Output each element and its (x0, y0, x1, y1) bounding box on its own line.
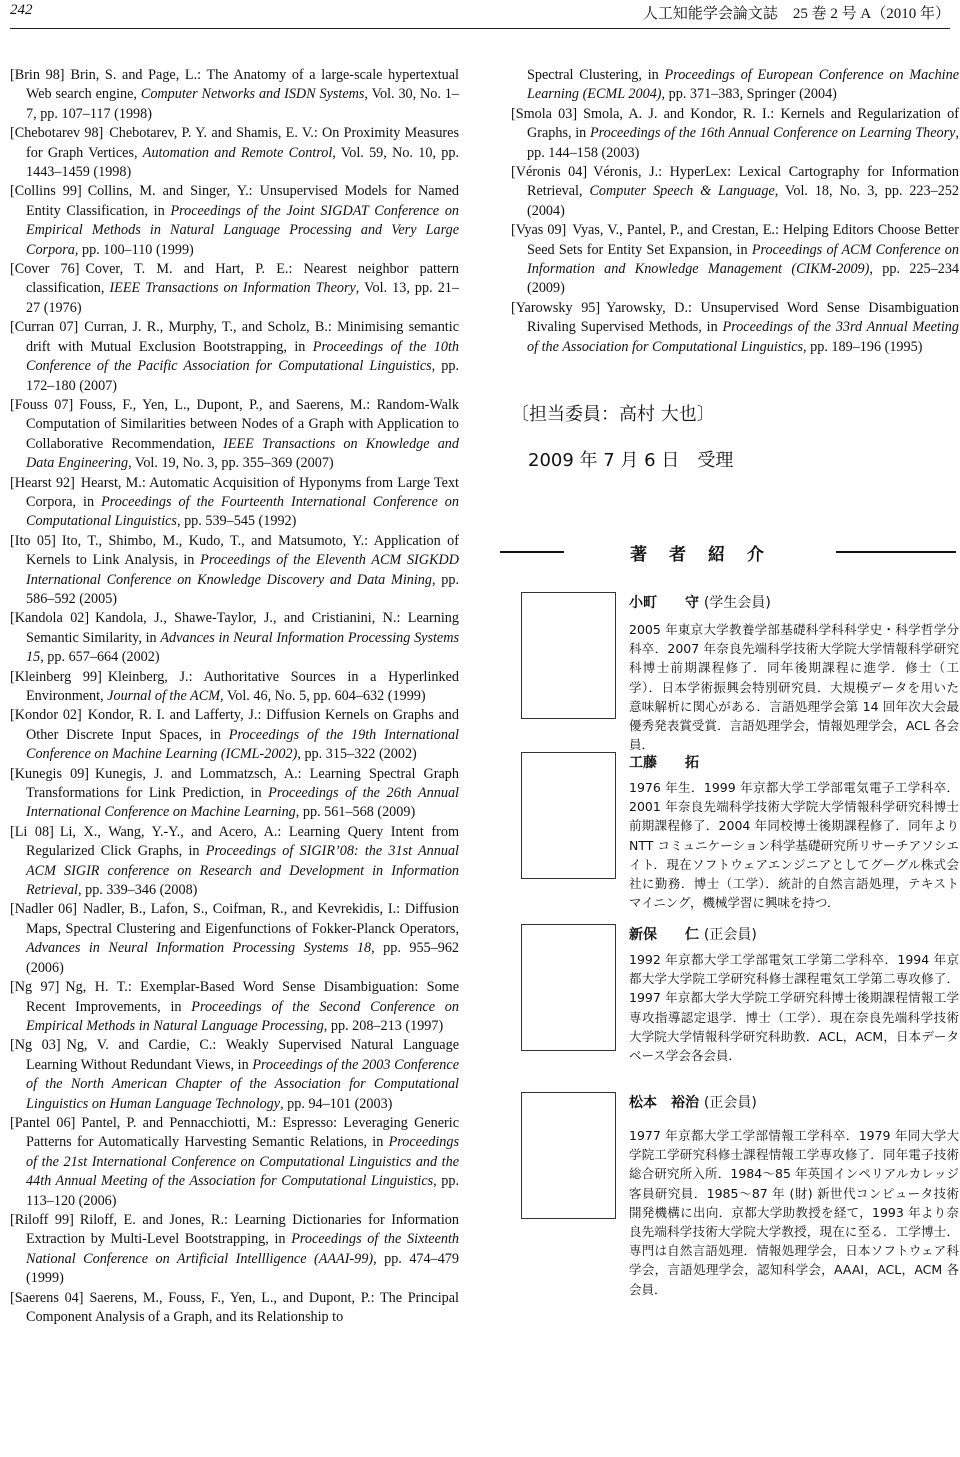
reference-details: , pp. 586–592 (2005) (26, 571, 460, 607)
reference-key: [Chebotarev 98] (10, 125, 104, 142)
heading-rule-right (836, 551, 956, 553)
reference-source: Automation and Remote Control (142, 144, 333, 161)
reference-entry (10, 706, 459, 764)
reference-source: Advances in Neural Information Processing Systems 18 (26, 940, 372, 957)
reference-text: Brin, S. and Page, L.: The Anatomy of a large-scale hypertextual Web search engine, (26, 67, 459, 103)
reference-details: , pp. 474–479 (1999) (26, 1250, 459, 1287)
reference-key: [Saerens 04] (10, 1289, 84, 1306)
reference-key: [Brin 98] (10, 67, 65, 83)
reference-details: , Vol. 13, pp. 21–27 (1976) (26, 280, 459, 316)
reference-entry (10, 1036, 459, 1114)
reference-details: , pp. 657–664 (2002) (40, 649, 160, 666)
reference-details: , pp. 371–383, Springer (2004) (661, 86, 837, 103)
reference-text: Spectral Clustering, in (527, 67, 665, 83)
reference-key: [Vyas 09] (511, 222, 567, 239)
reference-entry (10, 668, 459, 707)
reference-key: [Riloff 99] (10, 1211, 74, 1228)
reference-details: , Vol. 18, No. 3, pp. 223–252 (2004) (527, 183, 959, 219)
reference-key: [Curran 07] (10, 319, 79, 336)
author-profile (521, 1092, 959, 1297)
reference-key: [Yarowsky 95] (511, 299, 601, 316)
reference-entry (511, 221, 959, 299)
reference-entry (10, 124, 459, 182)
reference-key: [Nadler 06] (10, 901, 78, 918)
reference-key: [Fouss 07] (10, 396, 74, 413)
reference-entry (10, 532, 459, 610)
reference-text: Yarowsky, D.: Unsupervised Word Sense Disambiguation Rivaling Supervised Methods, in (527, 299, 959, 336)
reference-key: [Smola 03] (511, 105, 578, 122)
reference-key: [Collins 99] (10, 183, 82, 200)
author-bio: 1976 年生．1999 年京都大学工学部電気電子工学科卒．2001 年奈良先端科学技術大学院大学情報科学研究科博士前期課程修了．2004 年同校博士後期課程修了．同年より NTT コミュニケーション科学基礎研究所リサーチアソシエイト．現在ソフトウェアエンジニアとしてグーグル株式会社に勤務．博士（工学）．統計的自然言語処理，テキストマイニング，機械学習に興味を持つ． (629, 780, 959, 911)
reference-key: [Ito 05] (10, 532, 56, 549)
reference-source: Proceedings of the Sixteenth National Conference on Artificial Intellligence (AAAI-99) (26, 1231, 459, 1267)
reference-details: , Vol. 19, No. 3, pp. 355–369 (2007) (128, 455, 334, 472)
reference-source: Proceedings of the 2003 Conference of the North American Chapter of the Association for Computational Linguistics on Human Language Technology (26, 1056, 459, 1112)
reference-details: , pp. 94–101 (2003) (280, 1095, 393, 1112)
author-bio: 2005 年東京大学教養学部基礎科学科科学史・科学哲学分科卒．2007 年奈良先端科学技術大学院大学情報科学研究科博士前期課程修了．同年後期課程に進学．修士（工学）．日本学術振興会特別研究員．大規模データを用いた意味解析に関心がある．言語処理学会第 14 回年次大会最優秀発表賞受賞．言語処理学会，情報処理学会，ACL 各会員． (629, 622, 959, 753)
reference-entry (10, 1289, 459, 1328)
author-photo (521, 1092, 616, 1219)
reference-entry (10, 474, 459, 532)
reference-key: [Véronis 04] (511, 164, 588, 181)
authors-section-heading (500, 540, 960, 564)
reference-details: , Vol. 30, No. 1–7, pp. 107–117 (1998) (26, 86, 459, 122)
reference-text: Kleinberg, J.: Authoritative Sources in a Hyperlinked Environment, (26, 668, 460, 704)
reference-text: Kandola, J., Shawe-Taylor, J., and Cristianini, N.: Learning Semantic Similarity, in (26, 610, 459, 646)
reference-source: Proceedings of the 19th International Conference on Machine Learning (ICML-2002) (26, 726, 459, 763)
reference-text: Véronis, J.: HyperLex: Lexical Cartography for Information Retrieval, (527, 164, 959, 200)
reference-source: Computer Networks and ISDN Systems (140, 86, 365, 103)
author-profile (521, 924, 959, 1074)
author-photo (521, 924, 616, 1051)
author-photo (521, 752, 616, 879)
reference-entry (10, 823, 459, 901)
reference-text: Fouss, F., Yen, L., Dupont, P., and Saerens, M.: Random-Walk Computation of Similarities between Nodes of a Graph with Application to Collaborative Recommendation, (26, 396, 459, 452)
author-name: 工藤 拓 (629, 755, 699, 771)
reference-source: Proceedings of the 21st International Conference on Computational Linguistics and the 44th Annual Meeting of the Association for Computational Linguistics (26, 1134, 459, 1190)
reference-details: , pp. 225–234 (2009) (527, 261, 959, 297)
author-profile (521, 592, 959, 753)
reference-text: Ito, T., Shimbo, M., Kudo, T., and Matsumoto, Y.: Application of Kernels to Link Analysis, in (26, 532, 459, 569)
reference-entry (10, 1114, 459, 1211)
reference-source: Proceedings of the Fourteenth International Conference on Computational Linguistics (26, 493, 459, 530)
running-header (0, 0, 960, 30)
reference-entry (10, 66, 459, 124)
reference-entry (511, 105, 959, 163)
reference-details: , pp. 208–213 (1997) (323, 1017, 444, 1034)
reference-key: [Kleinberg 99] (10, 668, 102, 685)
reference-key: [Ng 97] (10, 979, 60, 996)
reference-key: [Hearst 92] (10, 474, 75, 491)
reference-source: Advances in Neural Information Processing Systems 15 (26, 629, 459, 666)
reference-text: Riloff, E. and Jones, R.: Learning Dictionaries for Information Extraction by Multi-Level Bootstrapping, in (26, 1211, 459, 1248)
reference-entry (10, 182, 459, 260)
reference-details: , pp. 315–322 (2002) (297, 746, 417, 763)
reference-source: Proceedings of the Second Conference on Empirical Methods in Natural Language Processing (26, 998, 459, 1034)
author-name: 松本 裕治 (正会員) (629, 1095, 757, 1111)
reference-text: Chebotarev, P. Y. and Shamis, E. V.: On Proximity Measures for Graph Vertices, (26, 125, 459, 161)
reference-source: Proceedings of the 10th Conference of the Pacific Association for Computational Linguistics (26, 338, 459, 375)
reference-details: , pp. 113–120 (2006) (26, 1173, 460, 1209)
reference-source: Proceedings of the 33rd Annual Meeting of the Association for Computational Linguistics (527, 319, 959, 355)
reference-details: , Vol. 46, No. 5, pp. 604–632 (1999) (220, 688, 426, 704)
author-bio: 1977 年京都大学工学部情報工学科卒．1979 年同大学大学院工学研究科修士課程情報工学専攻修了．同年電子技術総合研究所入所．1984〜85 年英国インペリアルカレッジ客員研究員．1985〜87 年 (財) 新世代コンピュータ技術開発機構に出向．京都大学助教授を経て，1993 年より奈良先端科学技術大学院大学教授，現在に至る．工学博士．専門は自然言語処理．情報処理学会，日本ソフトウェア科学会，言語処理学会，認知科学会，AAAI，ACL，ACM 各会員． (629, 1128, 959, 1297)
reference-source: Proceedings of the Eleventh ACM SIGKDD International Conference on Knowledge Discovery and Data Mining (26, 552, 459, 588)
reference-source: Proceedings of European Conference on Machine Learning (ECML 2004) (527, 67, 959, 103)
reference-entry (10, 260, 459, 318)
reference-source: IEEE Transactions on Knowledge and Data Engineering (26, 435, 459, 472)
page-number: 242 (10, 2, 33, 18)
author-profile (521, 752, 959, 912)
reference-key: [Ng 03] (10, 1037, 61, 1054)
reference-details: , Vol. 59, No. 10, pp. 1443–1459 (1998) (26, 144, 459, 181)
reference-key: [Kunegis 09] (10, 765, 90, 782)
reference-entry (10, 765, 459, 823)
reference-text: Smola, A. J. and Kondor, R. I.: Kernels and Regularization of Graphs, in (527, 105, 959, 142)
author-name: 小町 守 (学生会員) (629, 595, 771, 611)
reference-text: Pantel, P. and Pennacchiotti, M.: Espresso: Leveraging Generic Patterns for Automatically Harvesting Semantic Relations, in (26, 1114, 459, 1151)
author-bio: 1992 年京都大学工学部電気工学第二学科卒．1994 年京都大学大学院工学研究科修士課程電気工学第二専攻修了．1997 年京都大学大学院工学研究科博士後期課程情報工学専攻指導認定退学．博士（工学）．現在奈良先端科学技術大学院大学情報科学研究科助教．ACL，ACM，日本データベース学会各会員． (629, 952, 959, 1064)
author-photo (521, 592, 616, 719)
reference-entry (10, 978, 459, 1036)
reference-source: Journal of the ACM (107, 688, 221, 704)
reference-entry (10, 1211, 459, 1289)
reference-source: IEEE Transactions on Information Theory (109, 280, 356, 297)
reference-source: Proceedings of the 26th Annual International Conference on Machine Learning (26, 785, 459, 821)
editor-note: 〔担当委員：高村 大也〕 (511, 404, 715, 425)
reference-text: Kunegis, J. and Lommatzsch, A.: Learning Spectral Graph Transformations for Link Prediction, in (26, 765, 459, 802)
reference-key: [Kondor 02] (10, 707, 82, 724)
reference-text: Ng, H. T.: Exemplar-Based Word Sense Disambiguation: Some Recent Improvements, in (26, 979, 460, 1015)
reference-entry (10, 318, 459, 396)
reference-details: , pp. 561–568 (2009) (295, 804, 416, 821)
reference-details: , pp. 539–545 (1992) (176, 513, 297, 530)
reference-text: Curran, J. R., Murphy, T., and Scholz, B.: Minimising semantic drift with Mutual Exclusion Bootstrapping, in (26, 319, 459, 355)
reference-key: [Pantel 06] (10, 1114, 76, 1131)
reference-key: [Kandola 02] (10, 610, 90, 627)
reference-key: [Li 08] (10, 823, 54, 840)
reference-details: , pp. 339–346 (2008) (78, 882, 198, 899)
header-rule (10, 28, 950, 29)
received-date: 2009 年 7 月 6 日 受理 (528, 450, 734, 471)
reference-text: Saerens, M., Fouss, F., Yen, L., and Dupont, P.: The Principal Component Analysis of a Graph, and its Relationship to (26, 1289, 459, 1325)
reference-text: Kondor, R. I. and Lafferty, J.: Diffusion Kernels on Graphs and Other Discrete Input Spaces, in (26, 707, 459, 743)
reference-text: Li, X., Wang, Y.-Y., and Acero, A.: Learning Query Intent from Regularized Click Graphs, in (26, 823, 459, 860)
reference-entry (511, 163, 959, 221)
author-name: 新保 仁 (正会員) (629, 927, 757, 943)
reference-source: Proceedings of SIGIR’08: the 31st Annual ACM SIGIR conference on Research and Development in Information Retrieval (26, 843, 459, 899)
heading-rule-left (500, 551, 564, 553)
reference-entry (511, 299, 959, 357)
reference-details: , pp. 100–110 (1999) (74, 241, 194, 258)
reference-text: Collins, M. and Singer, Y.: Unsupervised Models for Named Entity Classification, in (26, 183, 459, 219)
reference-text: Vyas, V., Pantel, P., and Crestan, E.: Helping Editors Choose Better Seed Sets for Entity Set Expansion, in (527, 222, 959, 258)
reference-text: Cover, T. M. and Hart, P. E.: Nearest neighbor pattern classification, (26, 261, 459, 297)
reference-source: Proceedings of the 16th Annual Conference on Learning Theory (589, 125, 956, 142)
references-right-column (511, 66, 959, 357)
reference-text: Nadler, B., Lafon, S., Coifman, R., and Kevrekidis, I.: Diffusion Maps, Spectral Clustering and Eigenfunctions of Fokker-Planck Operators, (26, 901, 459, 937)
reference-key: [Cover 76] (10, 261, 80, 278)
reference-details: , pp. 172–180 (2007) (26, 358, 459, 394)
reference-source: Proceedings of ACM Conference on Information and Knowledge Management (CIKM-2009) (527, 241, 959, 278)
reference-entry (511, 66, 959, 105)
reference-source: Computer Speech & Language (589, 183, 775, 200)
journal-title: 人工知能学会論文誌 25 巻 2 号 A（2010 年） (642, 6, 950, 22)
authors-section-title: 著 者 紹 介 (630, 545, 772, 565)
reference-entry (10, 396, 459, 474)
reference-entry (10, 900, 459, 978)
reference-text: Hearst, M.: Automatic Acquisition of Hyponyms from Large Text Corpora, in (26, 474, 459, 510)
reference-details: , pp. 955–962 (2006) (26, 940, 460, 976)
reference-details: , pp. 189–196 (1995) (803, 338, 923, 355)
reference-text: Ng, V. and Cardie, C.: Weakly Supervised Natural Language Learning Without Redundant Views, in (26, 1037, 459, 1073)
reference-details: , pp. 144–158 (2003) (527, 125, 960, 161)
reference-entry (10, 609, 459, 667)
references-left-column (10, 66, 459, 1327)
reference-source: Proceedings of the Joint SIGDAT Conference on Empirical Methods in Natural Language Processing and Very Large Corpora (26, 202, 460, 258)
